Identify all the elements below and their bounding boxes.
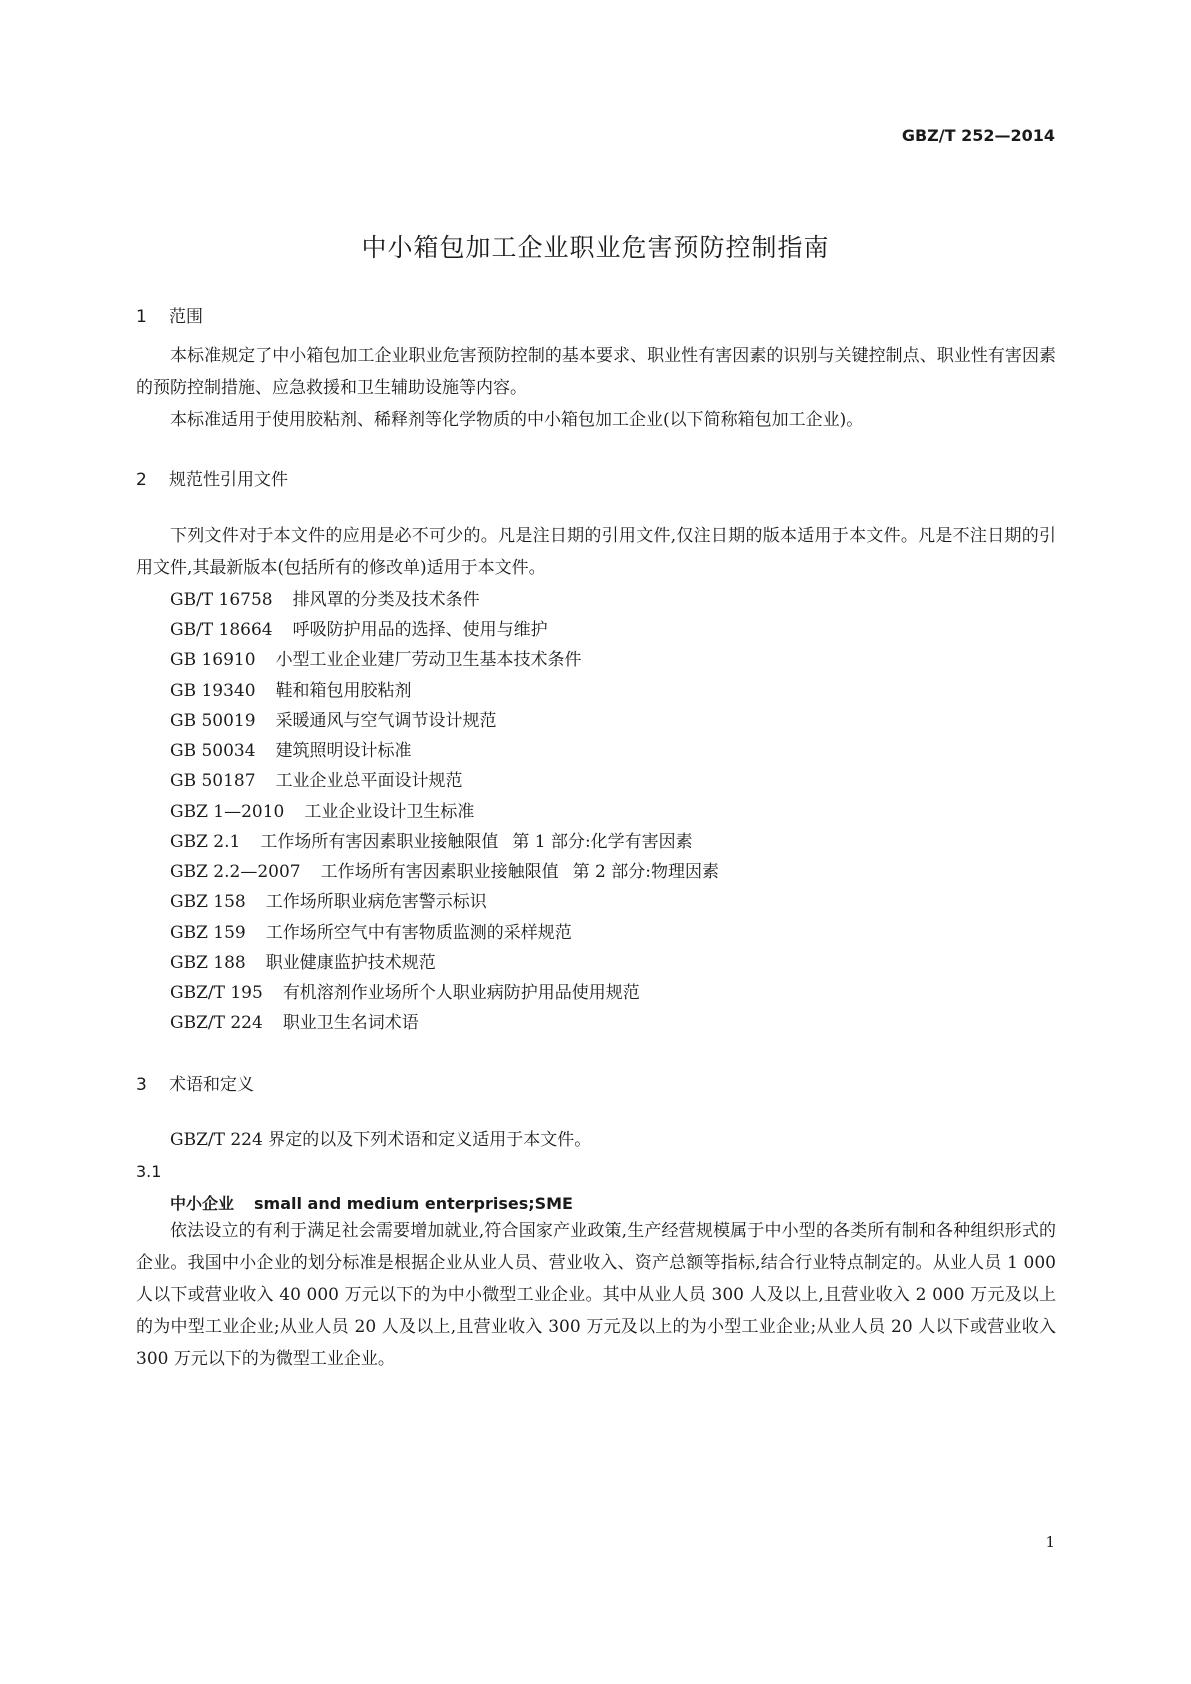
section-title: 术语和定义 <box>169 1075 254 1095</box>
reference-code: GB/T 18664 <box>170 620 273 640</box>
term-english: small and medium enterprises;SME <box>254 1194 573 1213</box>
section-3-intro: GBZ/T 224 界定的以及下列术语和定义适用于本文件。 <box>170 1130 592 1150</box>
section-title: 范围 <box>169 307 203 327</box>
reference-code: GB 50034 <box>170 741 256 761</box>
reference-item <box>170 887 487 912</box>
section-1-heading <box>136 302 203 327</box>
section-2-intro: 下列文件对于本文件的应用是必不可少的。凡是注日期的引用文件,仅注日期的版本适用于本文件。凡是不注日期的引用文件,其最新版本(包括所有的修改单)适用于本文件。 <box>136 526 1056 578</box>
section-title: 规范性引用文件 <box>169 470 288 490</box>
reference-title: 职业健康监护技术规范 <box>265 953 436 973</box>
reference-code: GBZ 1—2010 <box>170 802 285 822</box>
reference-title: 呼吸防护用品的选择、使用与维护 <box>292 620 548 640</box>
standard-code: GBZ/T 252—2014 <box>901 126 1055 145</box>
clause-number: 3.1 <box>136 1162 162 1181</box>
reference-item <box>170 1008 419 1033</box>
reference-title: 工作场所有害因素职业接触限值 <box>260 832 499 852</box>
term-definition: 依法设立的有利于满足社会需要增加就业,符合国家产业政策,生产经营规模属于中小型的各类所有制和各种组织形式的企业。我国中小企业的划分标准是根据企业从业人员、营业收入、资产总额等指标,结合行业特点制定的。从业人员 1 000 人以下或营业收入 40 000 万元以下的为中小微型工业企业。其中从业人员 300 人及以上,且营业收入 2 000 万元及以上的为中型工业企业;从业人员 20 人及以上,且营业收入 300 万元及以上的为小型工业企业;从业人员 20 人以下或营业收入 300 万元以下的为微型工业企业。 <box>136 1221 1056 1369</box>
section-1-paragraph-2: 本标准适用于使用胶粘剂、稀释剂等化学物质的中小箱包加工企业(以下简称箱包加工企业)。 <box>170 410 864 430</box>
reference-item <box>170 827 693 852</box>
term-chinese: 中小企业 <box>170 1194 235 1213</box>
reference-code: GBZ 2.1 <box>170 832 241 852</box>
reference-title: 工作场所有害因素职业接触限值 <box>320 862 559 882</box>
reference-title: 小型工业企业建厂劳动卫生基本技术条件 <box>275 650 582 670</box>
reference-title: 有机溶剂作业场所个人职业病防护用品使用规范 <box>282 983 640 1003</box>
reference-item <box>170 645 582 670</box>
reference-item <box>170 857 719 882</box>
reference-item <box>170 766 463 791</box>
section-3-heading <box>136 1070 254 1095</box>
reference-title: 工作场所空气中有害物质监测的采样规范 <box>265 923 572 943</box>
reference-code: GB 50019 <box>170 711 256 731</box>
section-number: 2 <box>136 470 147 490</box>
section-number: 1 <box>136 307 147 327</box>
reference-item <box>170 676 412 701</box>
reference-code: GBZ/T 224 <box>170 1013 263 1033</box>
reference-code: GBZ 188 <box>170 953 246 973</box>
reference-title: 鞋和箱包用胶粘剂 <box>275 681 412 701</box>
document-title: 中小箱包加工企业职业危害预防控制指南 <box>361 233 830 262</box>
reference-item <box>170 736 412 761</box>
page-number: 1 <box>1045 1533 1055 1551</box>
reference-code: GBZ 159 <box>170 923 246 943</box>
reference-subtitle: 第 1 部分:化学有害因素 <box>512 832 693 852</box>
reference-title: 工作场所职业病危害警示标识 <box>265 892 487 912</box>
reference-title: 工业企业设计卫生标准 <box>304 802 475 822</box>
reference-title: 建筑照明设计标准 <box>275 741 412 761</box>
reference-title: 采暖通风与空气调节设计规范 <box>275 711 497 731</box>
section-2-heading <box>136 465 288 490</box>
reference-item <box>170 797 474 822</box>
section-1-paragraph-1: 本标准规定了中小箱包加工企业职业危害预防控制的基本要求、职业性有害因素的识别与关键控制点、职业性有害因素的预防控制措施、应急救援和卫生辅助设施等内容。 <box>136 346 1056 398</box>
reference-item <box>170 585 480 610</box>
term-heading <box>170 1191 573 1214</box>
reference-code: GB 50187 <box>170 771 256 791</box>
reference-title: 排风罩的分类及技术条件 <box>292 590 480 610</box>
reference-code: GB 16910 <box>170 650 256 670</box>
reference-item <box>170 948 436 973</box>
reference-code: GBZ 2.2—2007 <box>170 862 301 882</box>
reference-code: GB/T 16758 <box>170 590 273 610</box>
reference-code: GBZ 158 <box>170 892 246 912</box>
reference-code: GB 19340 <box>170 681 256 701</box>
reference-item <box>170 615 548 640</box>
reference-code: GBZ/T 195 <box>170 983 263 1003</box>
reference-title: 工业企业总平面设计规范 <box>275 771 463 791</box>
reference-item <box>170 706 497 731</box>
reference-item <box>170 978 640 1003</box>
reference-subtitle: 第 2 部分:物理因素 <box>572 862 719 882</box>
reference-item <box>170 918 572 943</box>
section-number: 3 <box>136 1075 147 1095</box>
reference-title: 职业卫生名词术语 <box>282 1013 419 1033</box>
